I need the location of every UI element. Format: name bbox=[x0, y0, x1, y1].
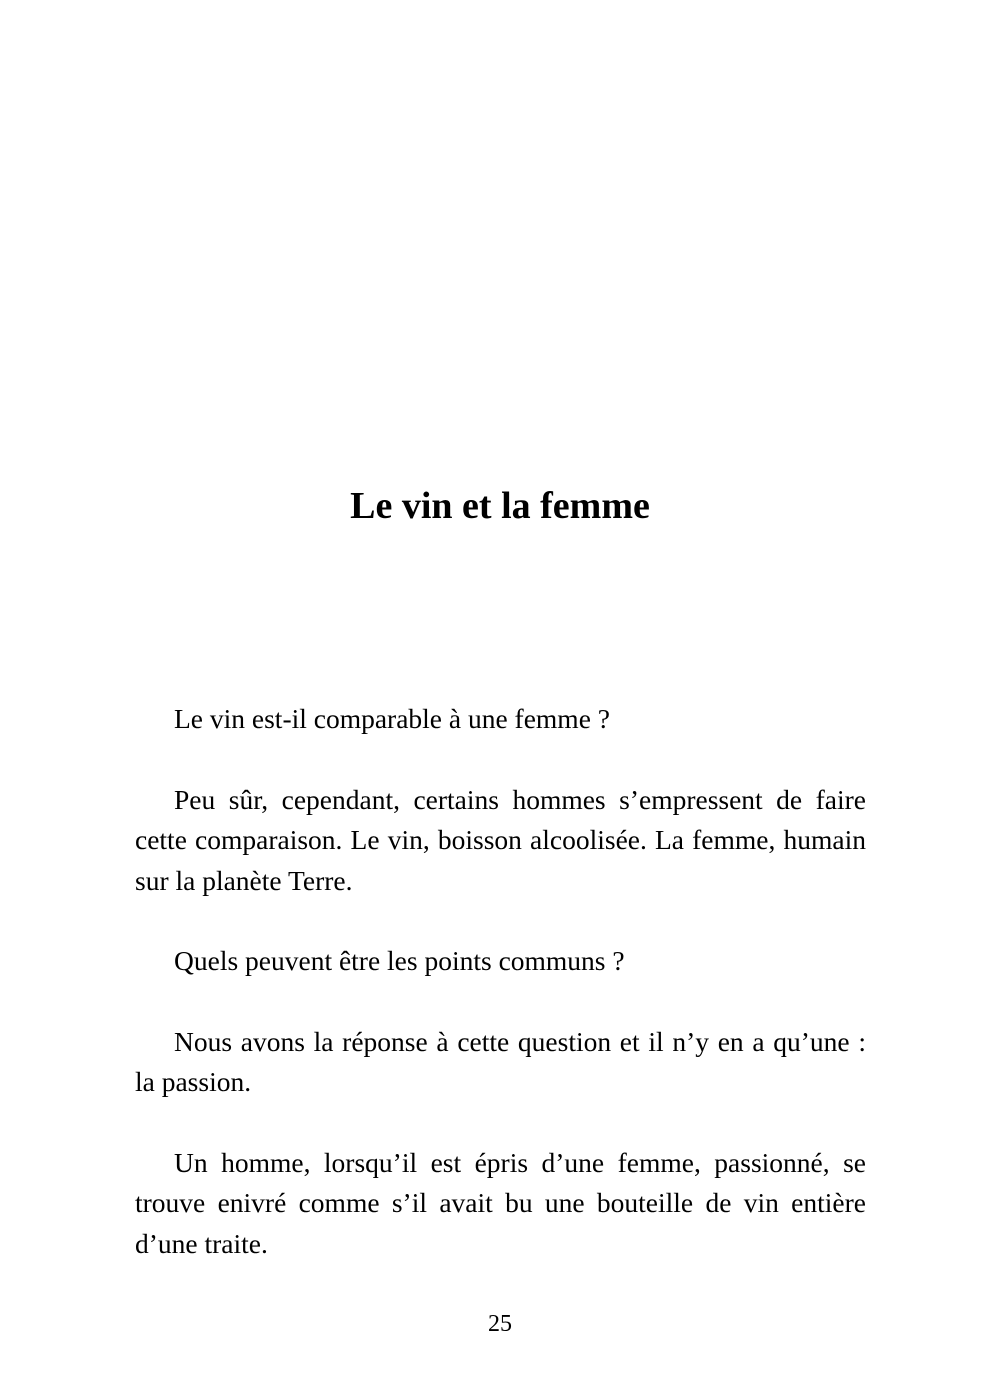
paragraph: Nous avons la réponse à cette question et il n’y en a qu’une : la passion. bbox=[135, 1025, 866, 1097]
paragraph: Le vin est-il comparable à une femme ? bbox=[174, 703, 610, 734]
paragraph: Un homme, lorsqu’il est épris d’une femme, passionné, se trouve enivré comme s’il avait bu une bouteille de vin entière d’une traite. bbox=[135, 1146, 866, 1259]
paragraph: Peu sûr, cependant, certains hommes s’empressent de faire cette comparaison. Le vin, boisson alcoolisée. La femme, humain sur la planète Terre. bbox=[135, 783, 866, 896]
page-number: 25 bbox=[488, 1311, 512, 1337]
body-text bbox=[135, 699, 866, 1264]
chapter-title: Le vin et la femme bbox=[350, 485, 650, 527]
paragraph: Quels peuvent être les points communs ? bbox=[174, 945, 625, 976]
